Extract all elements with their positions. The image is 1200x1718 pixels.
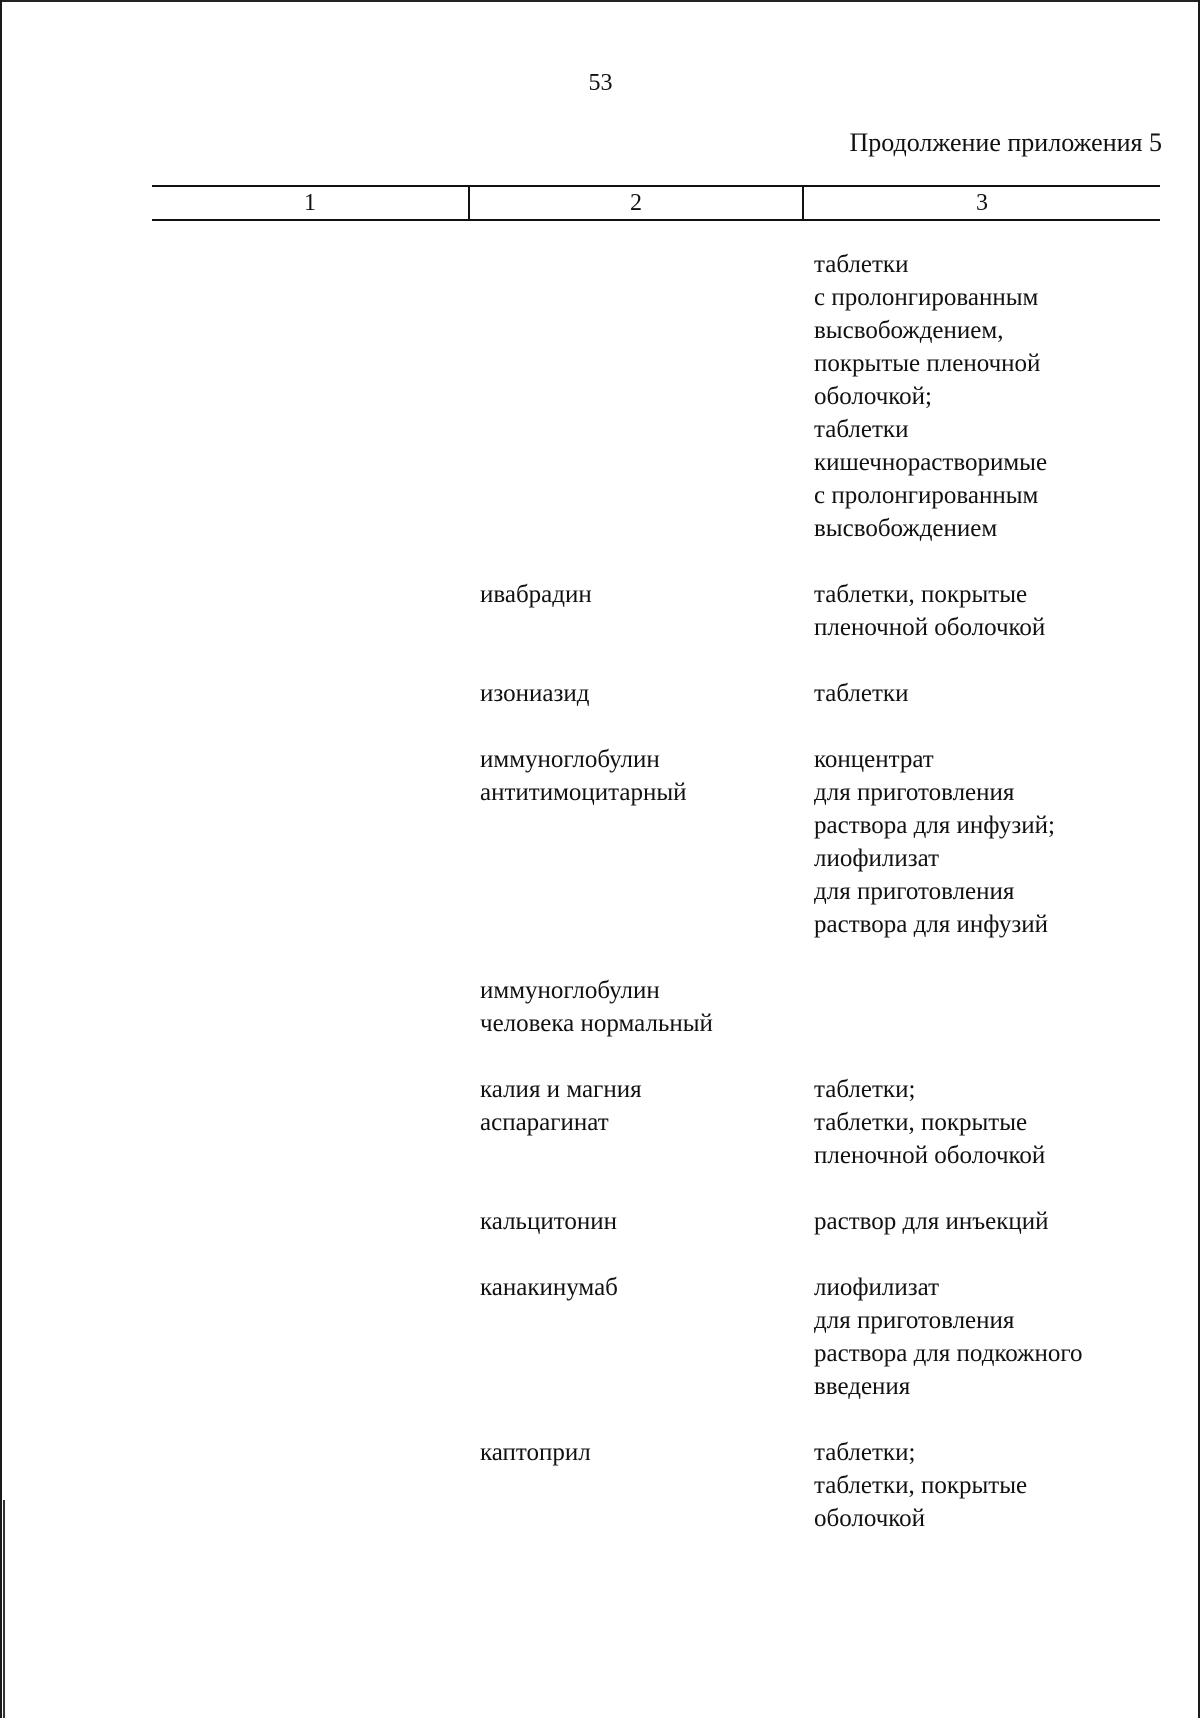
cell-dosage-form: таблетки; таблетки, покрытые оболочкой [814,1439,1028,1532]
cell-drug-name: ивабрадин [480,581,592,608]
table-row [152,1436,1160,1535]
header-col-2: 2 [630,190,642,216]
cell-dosage-form: лиофилизат для приготовления раствора для подкожного введения [814,1274,1083,1400]
header-col-3: 3 [976,190,988,216]
cell-group [152,1436,480,1535]
cell-group [152,677,480,710]
cell-dosage-form: концентрат для приготовления раствора для инфузий; лиофилизат для приготовления раствора для инфузий [814,746,1055,938]
page-number: 53 [588,70,613,96]
table-row [152,743,1160,941]
cell-dosage-form: таблетки с пролонгированным высвобождением, покрытые пленочной оболочкой; таблетки кишечнорастворимые с пролонгированным высвобождением [814,251,1048,542]
table-row [152,1073,1160,1172]
cell-group [152,248,480,545]
table-row [152,248,1160,545]
cell-drug-name: кальцитонин [480,1208,617,1235]
cell-drug-name: каптоприл [480,1439,591,1466]
header-col-1: 1 [304,190,316,216]
cell-drug-name: канакинумаб [480,1274,618,1301]
scan-edge-left [0,0,2,1718]
table-row [152,677,1160,710]
cell-dosage-form: таблетки, покрытые пленочной оболочкой [814,581,1046,641]
cell-drug-name: иммуноглобулин антитимоцитарный [480,746,687,806]
table-row [152,974,1160,1040]
table-row [152,1205,1160,1238]
cell-drug-name: иммуноглобулин человека нормальный [480,977,713,1037]
table-body [152,248,1160,1568]
cell-group [152,743,480,941]
cell-dosage-form: таблетки; таблетки, покрытые пленочной оболочкой [814,1076,1046,1169]
table-row [152,1271,1160,1403]
scan-edge-top [0,0,1200,2]
cell-dosage-form [814,974,1160,1040]
cell-group [152,1271,480,1403]
cell-group [152,1205,480,1238]
header-bottom-rule [152,219,1160,221]
cell-drug-name [480,248,814,545]
table-row [152,578,1160,644]
scan-edge-left-mark [3,1500,5,1718]
cell-drug-name: изониазид [480,680,590,707]
cell-dosage-form: раствор для инъекций [814,1208,1049,1235]
cell-group [152,974,480,1040]
cell-drug-name: калия и магния аспарагинат [480,1076,642,1136]
cell-dosage-form: таблетки [814,680,909,707]
cell-group [152,1073,480,1172]
appendix-continuation-note: Продолжение приложения 5 [849,128,1162,157]
table-header [152,185,1160,221]
cell-group [152,578,480,644]
